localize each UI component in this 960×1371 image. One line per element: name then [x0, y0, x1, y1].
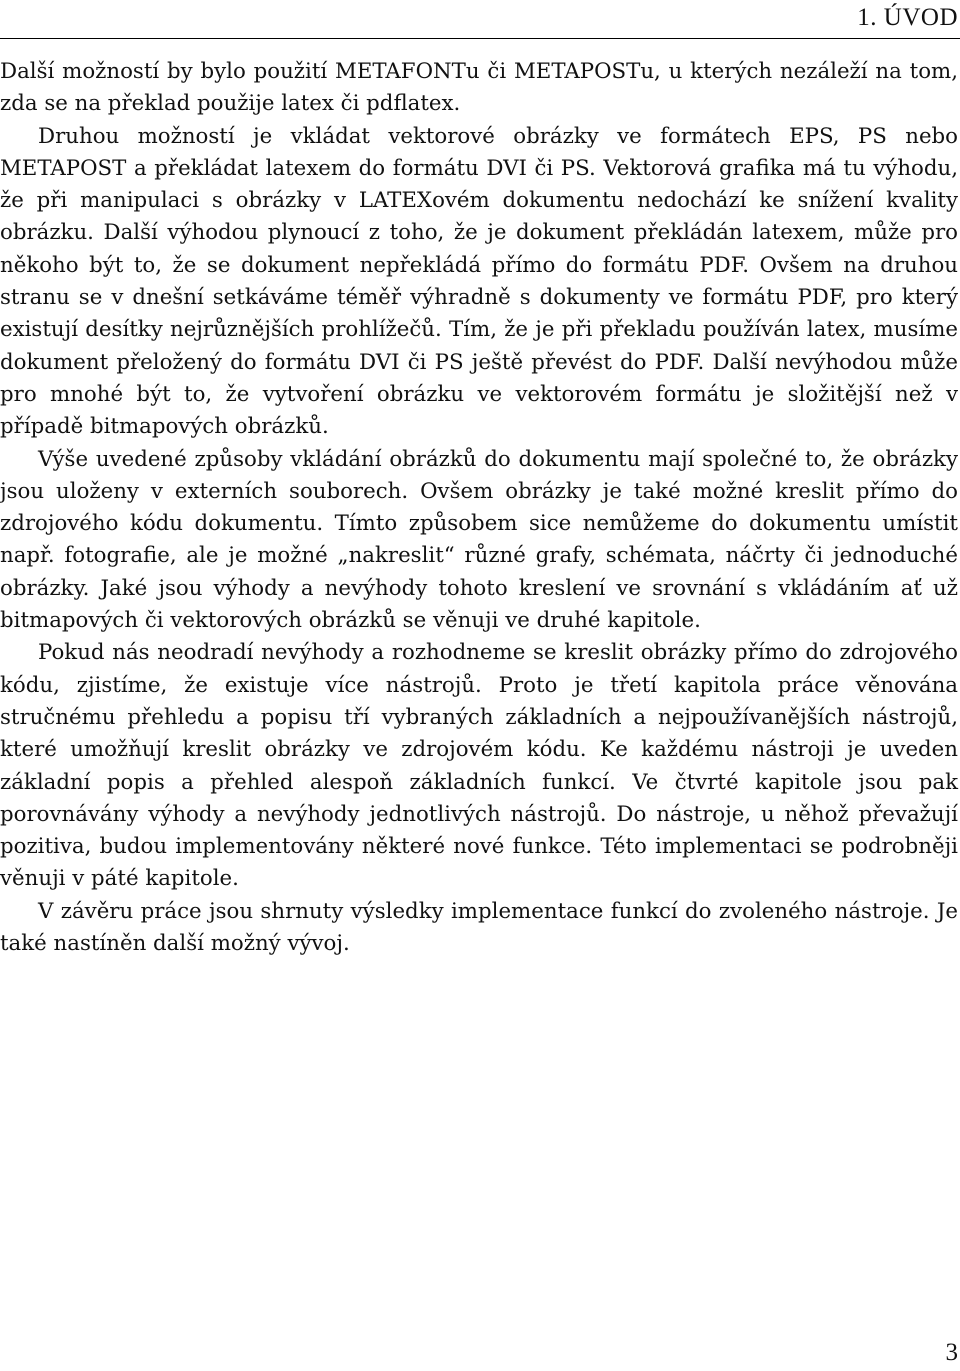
paragraph-2: Druhou možností je vkládat vektorové obrázky ve formátech EPS, PS nebo METAPOST a překládat latexem do formátu DVI či PS. Vektorová grafika má tu výhodu, že při manipulaci s obrázky v LATEXovém dokumentu nedochází ke snížení kvality obrázku. Další výhodou plynoucí z toho, že je dokument překládán latexem, může pro někoho být to, že se dokument nepřekládá přímo do formátu PDF. Ovšem na druhou stranu se v dnešní setkáváme téměř výhradně s dokumenty ve formátu PDF, pro který existují desítky nejrůznějších prohlížečů. Tím, že je při překladu používán latex, musíme dokument přeložený do formátu DVI či PS ještě převést do PDF. Další nevýhodou může pro mnohé být to, že vytvoření obrázku ve vektorovém formátu je složitější než v případě bitmapových obrázků.	[0, 123, 958, 440]
paragraph-3: Výše uvedené způsoby vkládání obrázků do dokumentu mají společné to, že obrázky jsou uloženy v externích souborech. Ovšem obrázky je také možné kreslit přímo do zdrojového kódu dokumentu. Tímto způsobem sice nemůžeme do dokumentu umístit např. fotografie, ale je možné „nakreslit“ různé grafy, schémata, náčrty či jednoduché obrázky. Jaké jsou výhody a nevýhody tohoto kreslení ve srovnání s vkládáním ať už bitmapových či vektorových obrázků se věnuji ve druhé kapitole.	[0, 446, 958, 634]
page-number: 3	[945, 1339, 958, 1366]
paragraph-5: V závěru práce jsou shrnuty výsledky implementace funkcí do zvoleného nástroje. Je také nastíněn další možný vývoj.	[0, 898, 958, 957]
chapter-header: 1. ÚVOD	[857, 4, 958, 31]
header-rule	[0, 38, 960, 39]
paragraph-1: Další možností by bylo použití METAFONTu či METAPOSTu, u kterých nezáleží na tom, zda se na překlad použije latex či pdflatex.	[0, 59, 958, 117]
body-text	[0, 56, 958, 960]
paragraph-4: Pokud nás neodradí nevýhody a rozhodneme se kreslit obrázky přímo do zdrojového kódu, zjistíme, že existuje více nástrojů. Proto je třetí kapitola práce věnována stručnému přehledu a popisu tří vybraných základních a nejpoužívanějších nástrojů, které umožňují kreslit obrázky ve zdrojovém kódu. Ke každému nástroji je uveden základní popis a přehled alespoň základních funkcí. Ve čtvrté kapitole jsou pak porovnávány výhody a nevýhody jednotlivých nástrojů. Do nástroje, u něhož převažují pozitiva, budou implementovány některé nové funkce. Této implementaci se podrobněji věnuji v páté kapitole.	[0, 640, 958, 892]
